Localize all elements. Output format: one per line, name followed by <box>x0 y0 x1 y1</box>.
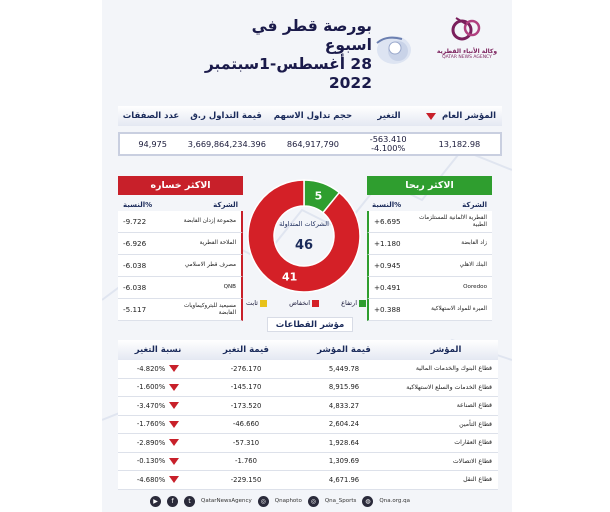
change-points: -563.410 <box>369 134 407 144</box>
sector-change: -276.170 <box>230 364 262 373</box>
down-arrow-icon <box>169 476 179 483</box>
loser-pct: -6.038 <box>123 261 147 270</box>
sector-name: قطاع البنوك والخدمات المالية <box>415 365 492 373</box>
losers-columns <box>118 199 243 211</box>
gainer-row <box>367 299 492 321</box>
gainer-name: زاد القابضة <box>461 240 487 246</box>
sector-name: قطاع الاتصالات <box>452 457 492 465</box>
loser-row <box>118 299 243 321</box>
top-gainers-panel <box>367 176 492 321</box>
sector-pct-cell <box>118 476 198 484</box>
sector-row <box>118 453 498 472</box>
sector-row <box>118 434 498 453</box>
donut-legend <box>246 299 366 307</box>
general-index-header <box>118 106 502 126</box>
down-arrow-icon <box>169 402 179 409</box>
loser-pct: -9.722 <box>123 217 147 226</box>
twitter-icon[interactable]: t <box>184 496 195 507</box>
loser-name: مجموعة إزدان القابضة <box>183 218 236 224</box>
gainer-name: البنك الاهلي <box>459 262 487 268</box>
sectors-header <box>118 340 498 360</box>
sector-index: 8,915.96 <box>328 383 360 392</box>
change-value <box>358 135 419 153</box>
sector-pct: -4.820% <box>136 364 166 373</box>
sector-pct-cell <box>118 457 198 465</box>
gainer-name: Ooredoo <box>463 284 487 290</box>
agency-name-english: QATAR NEWS AGENCY <box>442 55 492 60</box>
gainer-row <box>367 211 492 233</box>
loser-name: QNB <box>223 284 236 290</box>
sector-index-header: قيمة المؤشر <box>294 340 394 360</box>
legend-flat-swatch <box>260 300 267 307</box>
sector-change: -1.760 <box>235 457 257 466</box>
index-header-label: المؤشر العام <box>441 111 497 121</box>
legend-up-swatch <box>359 300 366 307</box>
gainer-pct: +0.491 <box>374 283 401 292</box>
top-losers-panel <box>118 176 243 321</box>
sector-pct: -3.470% <box>136 401 166 410</box>
sector-index: 1,309.69 <box>328 457 360 466</box>
sector-pct: -2.890% <box>136 438 166 447</box>
gainer-pct: +1.180 <box>374 239 401 248</box>
down-arrow-icon <box>169 421 179 428</box>
loser-row <box>118 211 243 233</box>
sector-row <box>118 471 498 490</box>
handle-photo[interactable]: Qnaphoto <box>274 498 302 504</box>
index-value: 13,182.98 <box>438 139 481 149</box>
volume-value: 864,917,790 <box>286 139 340 149</box>
loser-pct: -6.038 <box>123 283 147 292</box>
gainer-pct: +6.695 <box>374 217 401 226</box>
gainer-name: القطرية الالمانية للمستلزمات الطبية <box>419 214 487 228</box>
instagram-icon[interactable]: ◎ <box>258 496 269 507</box>
losers-pct-header: النسبة% <box>123 201 153 209</box>
donut-slice-label-1: 41 <box>281 270 298 284</box>
sector-index: 1,928.64 <box>328 438 360 447</box>
sector-change: -229.150 <box>230 475 262 484</box>
down-arrow-icon <box>169 365 179 372</box>
sector-name: قطاع الخدمات والسلع الاستهلاكية <box>406 383 492 391</box>
legend-down <box>289 299 319 307</box>
sectors-title: مؤشر القطاعات <box>267 317 353 332</box>
sector-index: 5,449.78 <box>328 364 360 373</box>
sector-change: -57.310 <box>232 438 260 447</box>
gainers-columns <box>367 199 492 211</box>
globe-icon[interactable]: ◍ <box>362 496 373 507</box>
sector-pct: -0.130% <box>136 457 166 466</box>
gainer-row <box>367 233 492 255</box>
deals-value: 94,975 <box>138 139 167 149</box>
sector-pct: -4.680% <box>136 475 166 484</box>
donut-slice-label-0: 5 <box>314 189 323 203</box>
social-footer <box>150 494 450 508</box>
handle-web[interactable]: Qna.org.qa <box>379 498 410 504</box>
loser-pct: -6.926 <box>123 239 147 248</box>
facebook-icon[interactable]: f <box>167 496 178 507</box>
sector-index: 2,604.24 <box>328 420 360 429</box>
agency-name-arabic: وكالة الأنباء القطرية <box>436 48 498 55</box>
sector-pct-header: نسبة التغير <box>118 340 198 360</box>
legend-flat <box>246 299 267 307</box>
handle-sports[interactable]: Qna_Sports <box>324 498 357 504</box>
title-line-1: بورصة قطر في اسبوع <box>251 17 372 54</box>
losers-title: الاكثر خساره <box>118 176 243 195</box>
legend-flat-label: ثابت <box>246 299 258 307</box>
gainer-name: الميرة للمواد الاستهلاكية <box>431 306 487 312</box>
loser-pct: -5.117 <box>123 305 147 314</box>
legend-up <box>341 299 366 307</box>
youtube-icon[interactable]: ▶ <box>150 496 161 507</box>
value-header: قيمة التداول ر.ق <box>184 106 268 126</box>
volume-header: حجم تداول الاسهم <box>268 106 358 126</box>
sector-index: 4,833.27 <box>328 401 360 410</box>
loser-row <box>118 233 243 255</box>
change-percent: -4.100% <box>371 143 406 153</box>
title-line-2: 28 أغسطس-1سبتمبر <box>204 55 372 73</box>
legend-down-label: انخفاض <box>289 299 311 307</box>
general-index-table <box>118 106 502 156</box>
change-header: التغير <box>358 106 420 126</box>
qatar-exchange-logo-icon <box>374 33 414 67</box>
sector-pct-cell <box>118 420 198 428</box>
loser-row <box>118 255 243 277</box>
sector-row <box>118 397 498 416</box>
gainers-pct-header: النسبة% <box>372 201 402 209</box>
sector-pct-cell <box>118 365 198 373</box>
sector-row <box>118 416 498 435</box>
sector-change: -173.520 <box>230 401 262 410</box>
donut-center-title: الشركات المتداولة <box>279 220 329 228</box>
sector-row <box>118 360 498 379</box>
down-arrow-icon <box>169 439 179 446</box>
down-arrow-icon <box>169 384 179 391</box>
sector-change: -145.170 <box>230 383 262 392</box>
gainers-company-header: الشركة <box>462 201 487 209</box>
general-index-row <box>118 132 502 156</box>
loser-row <box>118 277 243 299</box>
sector-name: قطاع النقل <box>463 476 492 484</box>
donut-center-total: 46 <box>294 238 314 253</box>
sectors-table <box>118 340 498 490</box>
gainer-pct: +0.388 <box>374 305 401 314</box>
trade-value: 3,669,864,234.396 <box>187 139 266 149</box>
loser-name: مصرف قطر الاسلامي <box>184 262 236 268</box>
page-title <box>200 17 372 93</box>
sector-row <box>118 379 498 398</box>
gainers-title: الاكثر ربحا <box>367 176 492 195</box>
sector-pct-cell <box>118 383 198 391</box>
index-header <box>420 106 502 126</box>
title-line-3: 2022 <box>328 74 372 92</box>
sector-pct-cell <box>118 402 198 410</box>
sector-pct: -1.760% <box>136 420 166 429</box>
sector-pct-cell <box>118 439 198 447</box>
gainer-row <box>367 277 492 299</box>
down-arrow-icon <box>426 113 436 120</box>
sector-pct: -1.600% <box>136 383 166 392</box>
sector-index: 4,671.96 <box>328 475 360 484</box>
sector-change-header: قيمة التغير <box>198 340 294 360</box>
sector-name-header: المؤشر <box>394 340 498 360</box>
sector-change: -46.660 <box>232 420 260 429</box>
sector-name: قطاع الصناعة <box>456 402 492 410</box>
legend-up-label: ارتفاع <box>341 299 357 307</box>
gainer-row <box>367 255 492 277</box>
companies-donut-chart <box>244 176 364 296</box>
down-arrow-icon <box>169 458 179 465</box>
handle-main[interactable]: QatarNewsAgency <box>201 498 252 504</box>
legend-down-swatch <box>312 300 319 307</box>
sector-name: قطاع التأمين <box>459 420 492 428</box>
instagram-sports-icon[interactable]: ◎ <box>308 496 319 507</box>
deals-header: عدد الصفقات <box>118 106 184 126</box>
donut-slice-1 <box>248 180 360 292</box>
qna-logo <box>432 14 502 60</box>
gainer-pct: +0.945 <box>374 261 401 270</box>
loser-name: الملاحة القطرية <box>199 240 236 246</box>
loser-name: مسيعيد للبتروكيماويات القابضة <box>183 302 236 316</box>
losers-company-header: الشركة <box>213 201 238 209</box>
sector-name: قطاع العقارات <box>454 439 492 447</box>
qna-emblem-icon <box>450 14 484 44</box>
